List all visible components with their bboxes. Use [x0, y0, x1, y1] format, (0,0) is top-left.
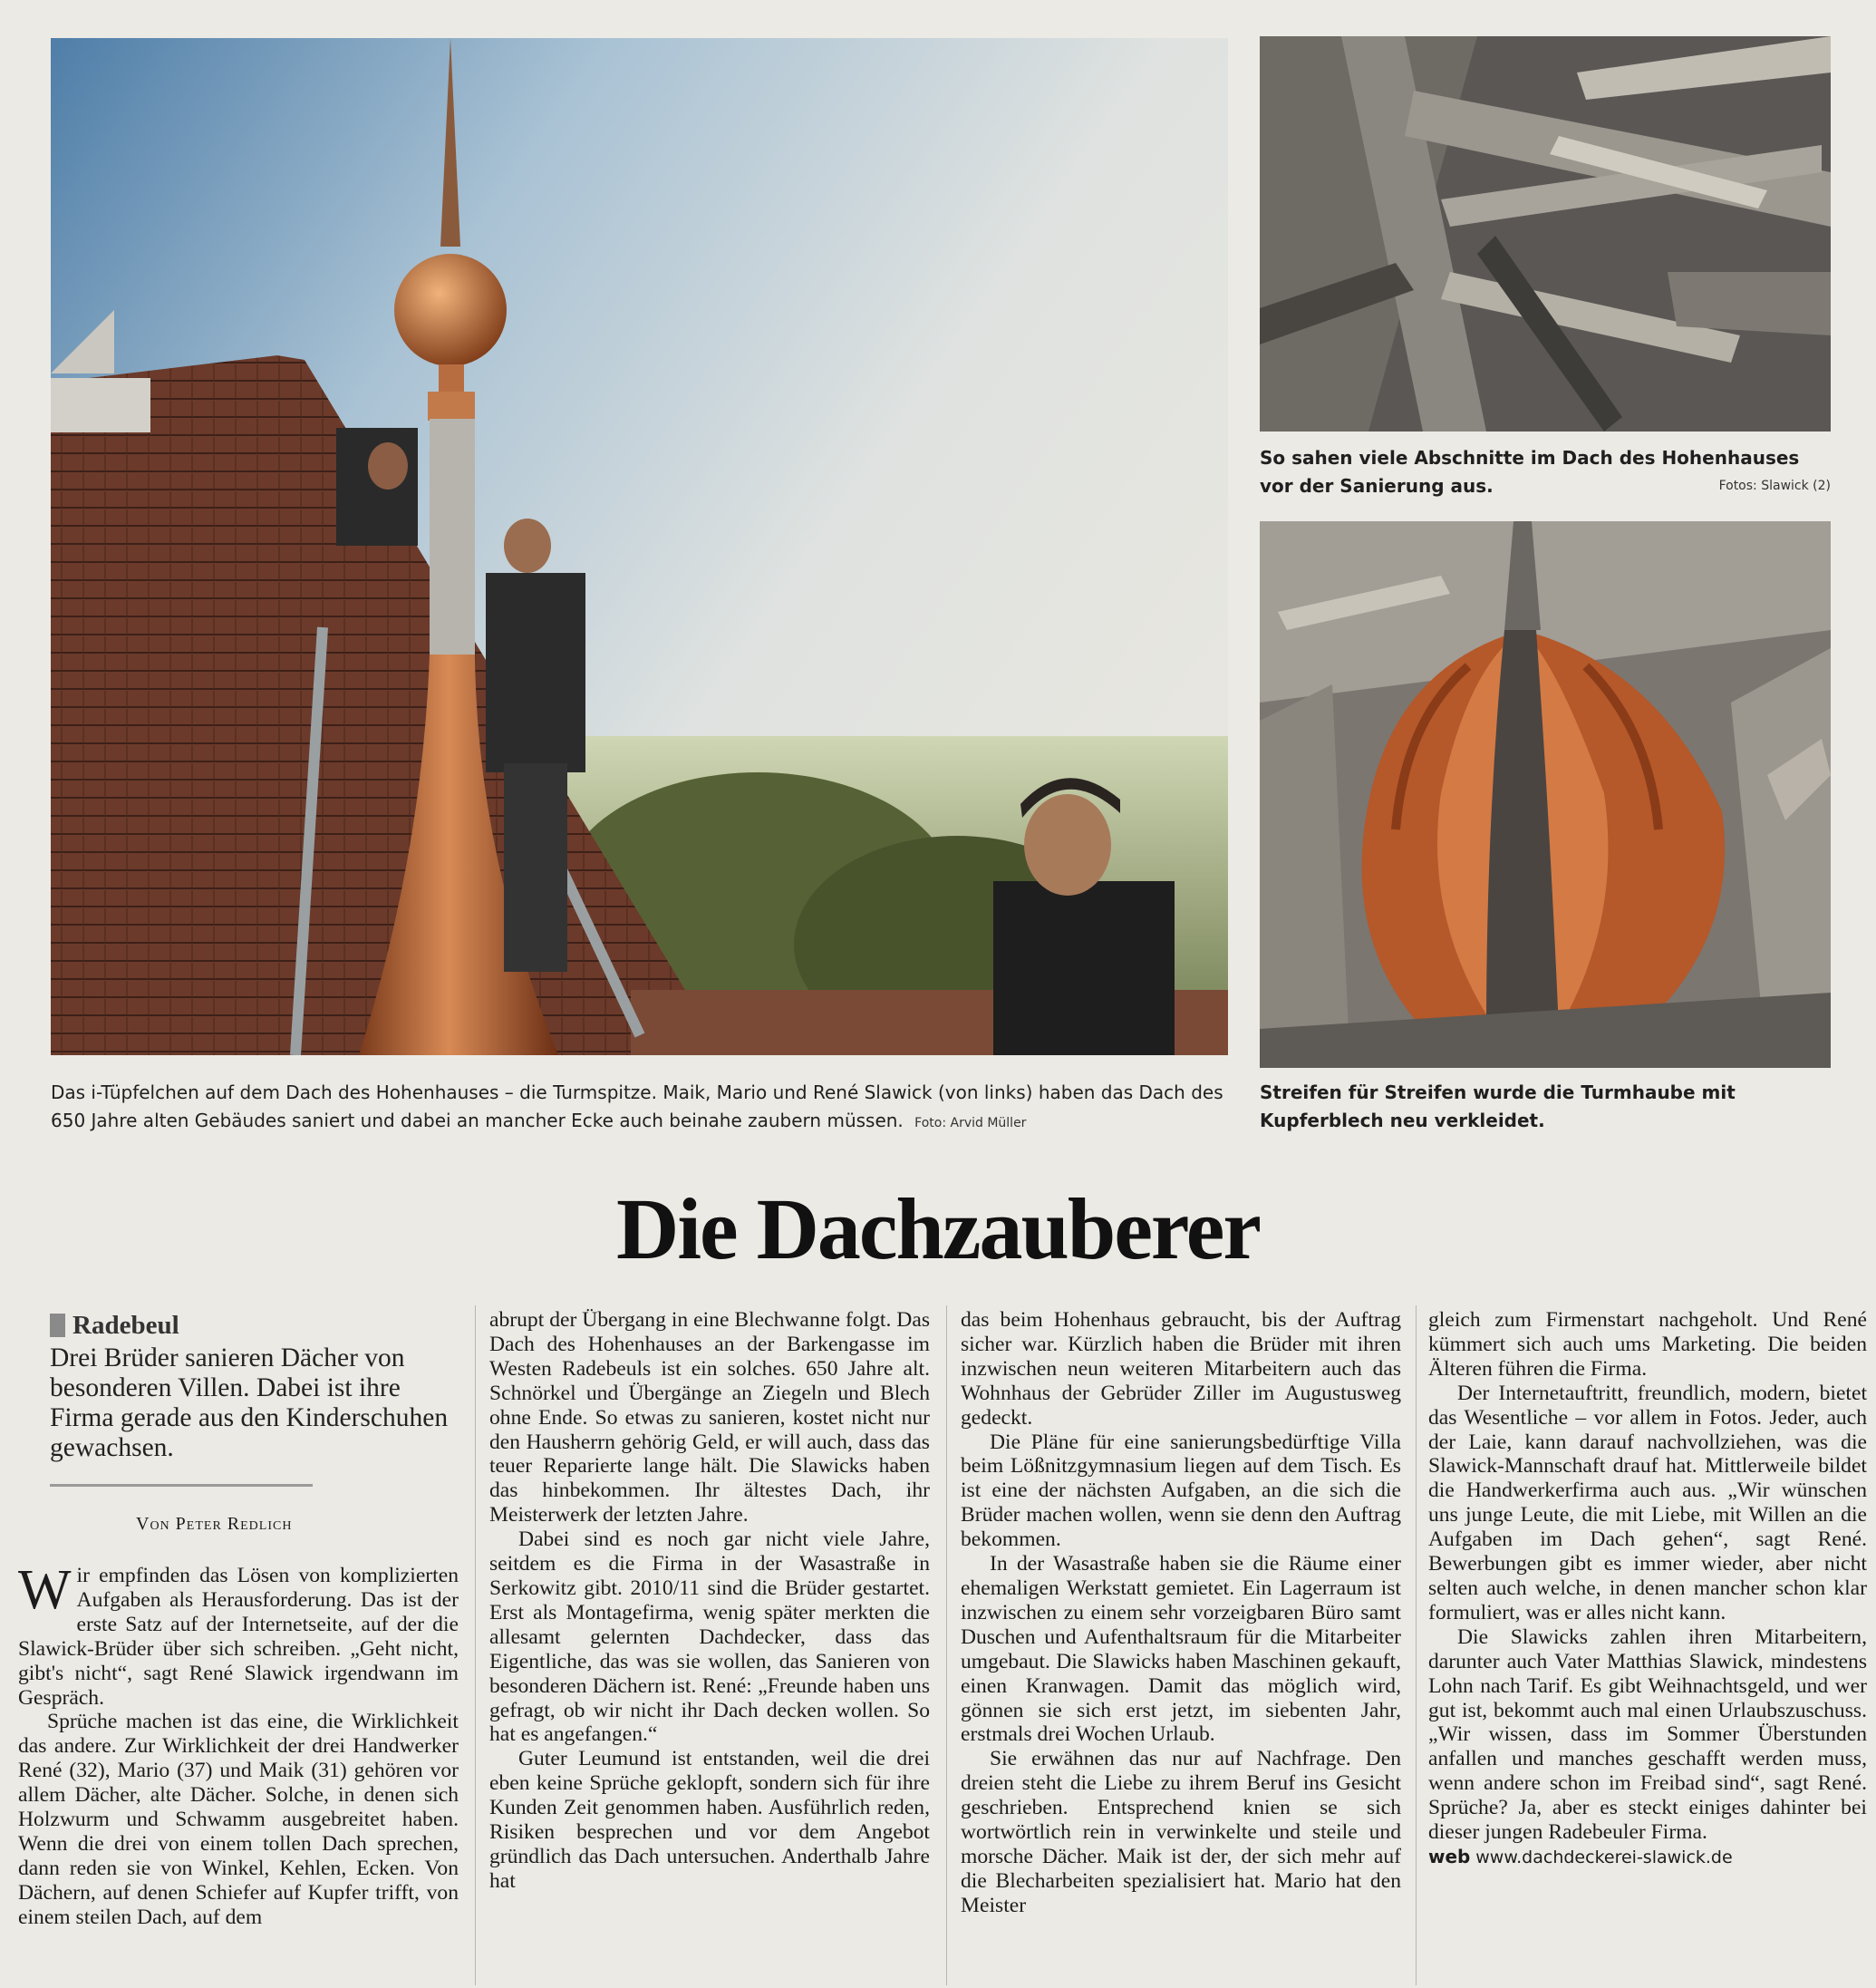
- website-link[interactable]: www.dachdeckerei-slawick.de: [1475, 1847, 1733, 1867]
- main-photo-caption: [51, 1079, 1229, 1138]
- top-right-caption: [1260, 444, 1831, 500]
- paragraph: Die Slawicks zahlen ihren Mitarbeitern, darunter auch Vater Matthias Slawick, mindestens Lohn nach Tarif. Es gibt Weihnachtsgeld, und wer gut ist, bekommt auch mal einen Urlaubszuschuss. „Wir wissen, dass im Sommer Überstunden anfallen und manches geschafft werden muss, wenn andere schon im Freibad sind“, sagt René. Sprüche? Ja, aber es steckt einiges dahinter bei dieser jungen Radebeuler Firma.: [1428, 1624, 1867, 1845]
- paragraph: Der Internetauftritt, freundlich, modern, bietet das Wesentliche – vor allem in Fotos. Jeder, auch der Laie, kann darauf nachvollziehen, was die Slawick-Mannschaft drauf hat. Mittlerweile bildet die Handwerkerfirma auch aus. „Wir wünschen uns junge Leute, die mit Liebe, mit Willen an die Aufgaben im Dach gehen“, sagt René. Bewerbungen gibt es immer wieder, aber nicht selten auch welche, in denen mancher schon klar formuliert, was er alles nicht kann.: [1428, 1381, 1867, 1624]
- column-2: [489, 1308, 930, 1894]
- rubric-text: Radebeul: [73, 1311, 179, 1340]
- dropcap: W: [18, 1559, 72, 1621]
- column-4: [1428, 1308, 1867, 1870]
- teaser: Drei Brüder sanieren Dächer von besonderen Villen. Dabei ist ihre Firma gerade aus den Kinderschuhen gewachsen.: [50, 1343, 449, 1462]
- paragraph: Dabei sind es noch gar nicht viele Jahre, seitdem es die Firma in der Wasastraße in Serkowitz gibt. 2010/11 sind die Brüder gestartet. Erst als Montagefirma, wenig später merkten die allesamt gelernten Dachdecker, dass das Eigentliche, das was sie wollen, das Sanieren von besonderen Dächern ist. René: „Freunde haben uns gefragt, ob wir nicht ihr Dach decken wollen. So hat es angefangen.“: [489, 1527, 930, 1747]
- main-photo: [51, 38, 1228, 1055]
- paragraph-text: ir empfinden das Lösen von komplizierten Aufgaben als Herausforderung. Das ist der erste Satz auf der Internetseite, auf der die Slawick-Brüder über sich schreiben. „Geht nicht, gibt's nicht“, sagt René Slawick irgendwann im Gespräch.: [18, 1564, 459, 1710]
- bottom-right-caption-text: Streifen für Streifen wurde die Turmhaube mit Kupferblech neu verkleidet.: [1260, 1081, 1736, 1131]
- rubric: [73, 1311, 179, 1341]
- bottom-right-photo: [1260, 521, 1831, 1068]
- paragraph: Sie erwähnen das nur auf Nachfrage. Den dreien steht die Liebe zu ihrem Beruf ins Gesicht geschrieben. Entsprechend knien se sich wortwörtlich rein in verwinkelte und steile und morsche Dächer. Maik ist der, der sich mehr auf die Blecharbeiten spezialisiert hat. Mario hat den Meister: [961, 1747, 1401, 1917]
- column-divider: [946, 1305, 947, 1985]
- column-3: [961, 1308, 1401, 1918]
- bottom-right-caption: [1260, 1079, 1831, 1135]
- paragraph: Die Pläne für eine sanierungsbedürftige Villa beim Lößnitzgymnasium liegen auf dem Tisch. Es ist eine der nächsten Aufgaben, an die sich die Brüder machen wollen, wenn sie denn den Auftrag bekommen.: [961, 1430, 1401, 1552]
- top-right-photo: [1260, 36, 1831, 432]
- web-label: web: [1428, 1845, 1471, 1867]
- column-1: [18, 1559, 459, 1930]
- rubric-marker: [50, 1314, 65, 1337]
- main-caption-text: Das i-Tüpfelchen auf dem Dach des Hohenhauses – die Turmspitze. Maik, Mario und René Slawick (von links) haben das Dach des 650 Jahre alten Gebäudes saniert und dabei an mancher Ecke auch beinahe zaubern müssen.: [51, 1081, 1223, 1131]
- column-divider: [1416, 1305, 1417, 1985]
- top-right-credit: Fotos: Slawick (2): [1718, 479, 1831, 493]
- paragraph: In der Wasastraße haben sie die Räume einer ehemaligen Werkstatt gemietet. Ein Lagerraum ist inzwischen zu einem sehr vorzeigbaren Büro samt Duschen und Aufenthaltsraum für die Mitarbeiter umgebaut. Die Slawicks haben Maschinen gekauft, einen Kranwagen. Damit das möglich wird, gönnen sie sich erst jetzt, im siebenten Jahr, erstmals drei Wochen Urlaub.: [961, 1552, 1401, 1747]
- byline: Von Peter Redlich: [136, 1514, 293, 1534]
- paragraph: das beim Hohenhaus gebraucht, bis der Auftrag sicher war. Kürzlich haben die Brüder mit ihren inzwischen neun weiteren Mitarbeitern auch das Wohnhaus der Gebrüder Ziller im Augustusweg gedeckt.: [961, 1308, 1401, 1430]
- headline: Die Dachzauberer: [615, 1180, 1261, 1277]
- paragraph: abrupt der Übergang in eine Blechwanne folgt. Das Dach des Hohenhauses an der Barkengasse im Westen Radebeuls ist ein solches. 650 Jahre alt. Schnörkel und Übergänge an Ziegeln und Blech ohne Ende. So etwas zu sanieren, kostet nicht nur den Hausherrn gehörig Geld, er will auch, dass das teuer Reparierte lange hält. Die Slawicks haben das hinbekommen. Ihr ältestes Dach, ihr Meisterwerk der letzten Jahre.: [489, 1308, 930, 1527]
- paragraph: Sprüche machen ist das eine, die Wirklichkeit das andere. Zur Wirklichkeit der drei Handwerker René (32), Mario (37) und Maik (31) gehören vor allem Dächer, alte Dächer. Solche, in denen sich Holzwurm und Schwamm ausgebreitet haben. Wenn die drei von einem tollen Dach sprechen, dann reden sie von Winkel, Kehlen, Ecken. Von Dächern, auf denen Schiefer auf Kupfer trifft, von einem steilen Dach, auf dem: [18, 1710, 459, 1929]
- paragraph: Guter Leumund ist entstanden, weil die drei eben keine Sprüche geklopft, sondern sich für ihre Kunden Zeit genommen haben. Ausführlich reden, Risiken besprechen und vor dem Angebot gründlich das Dach untersuchen. Anderthalb Jahre hat: [489, 1747, 930, 1893]
- main-photo-credit: Foto: Arvid Müller: [914, 1116, 1027, 1130]
- web-link-line: [1428, 1845, 1867, 1870]
- paragraph: gleich zum Firmenstart nachgeholt. Und René kümmert sich auch ums Marketing. Die beiden Älteren führen die Firma.: [1428, 1308, 1867, 1381]
- column-divider: [475, 1305, 476, 1985]
- top-right-caption-text: So sahen viele Abschnitte im Dach des Hohenhauses vor der Sanierung aus.: [1260, 447, 1800, 497]
- teaser-divider: [50, 1484, 313, 1487]
- paragraph: [18, 1559, 459, 1710]
